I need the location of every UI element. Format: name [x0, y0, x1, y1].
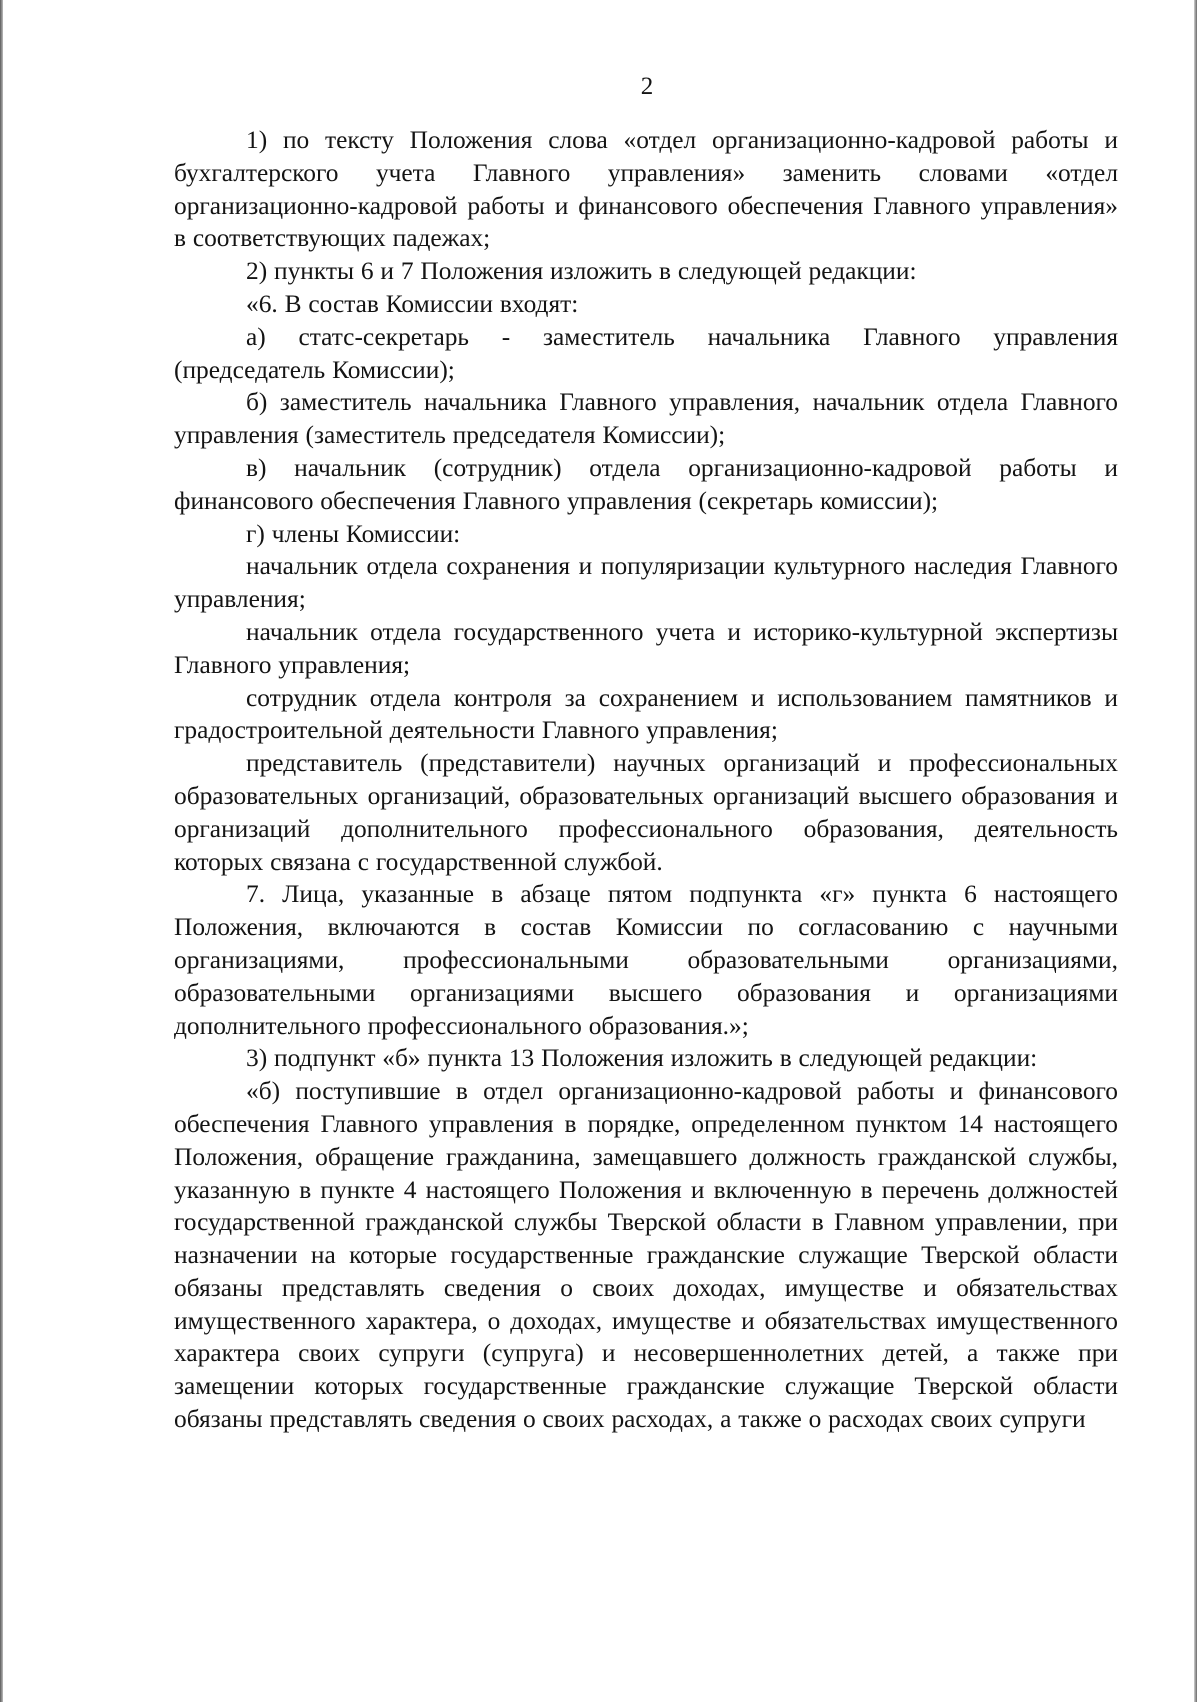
- document-body: [174, 124, 1118, 1436]
- paragraph-subpoint-g: г) члены Комиссии:: [246, 519, 461, 548]
- paragraph-subpoint-v: в) начальник (сотрудник) отдела организационно-кадровой работы и финансового обеспечения Главного управления (секретарь комиссии);: [174, 453, 1118, 515]
- paragraph-subpoint-a: а) статс-секретарь - заместитель начальника Главного управления (председатель Комиссии);: [174, 322, 1118, 384]
- paragraph-point-6-heading: «6. В состав Комиссии входят:: [246, 289, 579, 318]
- paragraph-point-7: 7. Лица, указанные в абзаце пятом подпункта «г» пункта 6 настоящего Положения, включаются в состав Комиссии по согласованию с научными организациями, профессиональными образовательными организациями, образовательными организациями высшего образования и организациями дополнительного профессионального образования.»;: [174, 880, 1118, 1040]
- paragraph-subpoint-13b: «б) поступившие в отдел организационно-кадровой работы и финансового обеспечения Главного управления в порядке, определенном пунктом 14 настоящего Положения, обращение гражданина, замещавшего должность гражданской службы, указанную в пункте 4 настоящего Положения и включенную в перечень должностей государственной гражданской службы Тверской области в Главном управлении, при назначении на которые государственные гражданские служащие Тверской области обязаны представлять сведения о своих доходах, имуществе и обязательствах имущественного характера, о доходах, имуществе и обязательствах имущественного характера своих супруги (супруга) и несовершеннолетних детей, а также при замещении которых государственные гражданские служащие Тверской области обязаны представлять сведения о своих расходах, а также о расходах своих супруги: [174, 1077, 1118, 1434]
- scan-edge-left: [0, 0, 3, 1702]
- paragraph-member-heritage: начальник отдела сохранения и популяризации культурного наследия Главного управления;: [174, 552, 1118, 614]
- paragraph-item-3-intro: 3) подпункт «б» пункта 13 Положения изложить в следующей редакции:: [246, 1044, 1038, 1073]
- paragraph-item-1-rename: 1) по тексту Положения слова «отдел организационно-кадровой работы и бухгалтерского учета Главного управления» заменить словами «отдел организационно-кадровой работы и финансового обеспечения Главного управления» в соответствующих падежах;: [174, 126, 1118, 253]
- page-number: 2: [640, 73, 654, 100]
- paragraph-member-representatives: представитель (представители) научных организаций и профессиональных образовательных организаций, образовательных организаций высшего образования и организаций дополнительного профессионального образования, деятельность которых связана с государственной службой.: [174, 749, 1118, 876]
- paragraph-item-2-intro: 2) пункты 6 и 7 Положения изложить в следующей редакции:: [246, 257, 917, 286]
- paragraph-subpoint-b: б) заместитель начальника Главного управления, начальник отдела Главного управления (заместитель председателя Комиссии);: [174, 388, 1118, 450]
- scan-edge-right: [1194, 0, 1197, 1702]
- paragraph-member-control: сотрудник отдела контроля за сохранением и использованием памятников и градостроительной деятельности Главного управления;: [174, 683, 1118, 745]
- paragraph-member-expertise: начальник отдела государственного учета и историко-культурной экспертизы Главного управления;: [174, 617, 1118, 679]
